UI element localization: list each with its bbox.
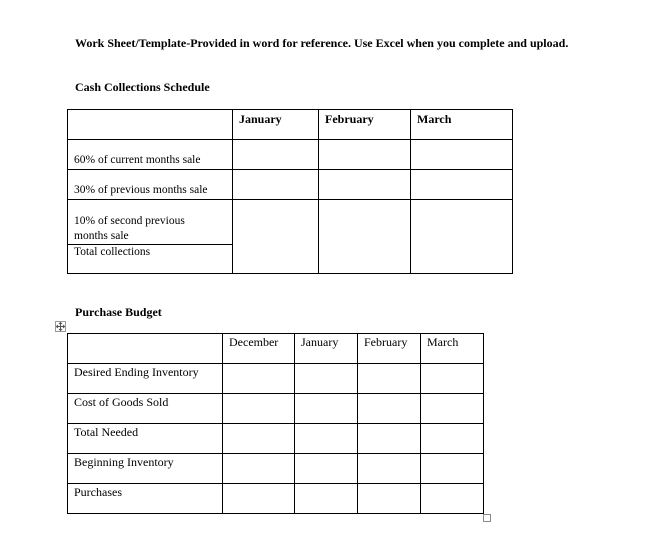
cash-cell[interactable] [233, 200, 319, 274]
cash-cell[interactable] [319, 200, 411, 274]
purchase-cell[interactable] [421, 484, 484, 514]
cash-cell[interactable] [411, 140, 513, 170]
purchase-cell[interactable] [358, 394, 421, 424]
purchase-row-label[interactable]: Total Needed [68, 424, 223, 454]
cash-cell[interactable] [411, 170, 513, 200]
purchase-row-label[interactable]: Cost of Goods Sold [68, 394, 223, 424]
move-arrows-icon[interactable] [55, 321, 66, 332]
purchase-cell[interactable] [295, 454, 358, 484]
cash-row-current-month [68, 140, 513, 170]
cash-row-previous-month [68, 170, 513, 200]
purchase-cell[interactable] [295, 484, 358, 514]
purchase-cell[interactable] [358, 454, 421, 484]
cash-collections-heading: Cash Collections Schedule [75, 80, 210, 94]
purchase-budget-table [67, 333, 484, 514]
cash-cell[interactable] [411, 200, 513, 274]
purchase-row-purchases [68, 484, 484, 514]
cash-header-february[interactable]: February [319, 110, 411, 140]
purchase-row-label[interactable]: Beginning Inventory [68, 454, 223, 484]
cash-header-label-cell[interactable] [68, 110, 233, 140]
purchase-row-beginning-inventory [68, 454, 484, 484]
purchase-cell[interactable] [223, 364, 295, 394]
purchase-header-row [68, 334, 484, 364]
purchase-cell[interactable] [223, 484, 295, 514]
cash-cell[interactable] [233, 140, 319, 170]
purchase-cell[interactable] [358, 364, 421, 394]
cash-row-label[interactable]: Total collections [68, 245, 233, 274]
purchase-cell[interactable] [295, 394, 358, 424]
purchase-cell[interactable] [358, 484, 421, 514]
purchase-cell[interactable] [295, 364, 358, 394]
resize-handle-icon[interactable] [483, 514, 491, 522]
purchase-header-december[interactable]: December [223, 334, 295, 364]
purchase-row-total-needed [68, 424, 484, 454]
purchase-cell[interactable] [358, 424, 421, 454]
purchase-header-label-cell[interactable] [68, 334, 223, 364]
purchase-budget-heading: Purchase Budget [75, 305, 162, 319]
cash-row-label[interactable]: 60% of current months sale [68, 140, 233, 170]
cash-cell[interactable] [319, 140, 411, 170]
instructions-paragraph: Work Sheet/Template-Provided in word for reference. Use Excel when you complete and upload. [75, 36, 569, 50]
purchase-row-cost-of-goods-sold [68, 394, 484, 424]
cash-cell[interactable] [233, 170, 319, 200]
purchase-cell[interactable] [421, 394, 484, 424]
purchase-cell[interactable] [223, 394, 295, 424]
cash-header-row [68, 110, 513, 140]
purchase-row-label[interactable]: Desired Ending Inventory [68, 364, 223, 394]
purchase-row-label[interactable]: Purchases [68, 484, 223, 514]
cash-header-january[interactable]: January [233, 110, 319, 140]
move-arrows-icon-glyph [56, 322, 65, 331]
purchase-cell[interactable] [421, 364, 484, 394]
purchase-header-february[interactable]: February [358, 334, 421, 364]
purchase-header-march[interactable]: March [421, 334, 484, 364]
cash-row-label[interactable]: 10% of second previous months sale [68, 200, 233, 245]
purchase-row-desired-ending-inventory [68, 364, 484, 394]
purchase-cell[interactable] [421, 424, 484, 454]
cash-row-second-previous-month [68, 200, 513, 245]
purchase-header-january[interactable]: January [295, 334, 358, 364]
purchase-cell[interactable] [421, 454, 484, 484]
purchase-cell[interactable] [295, 424, 358, 454]
cash-row-label[interactable]: 30% of previous months sale [68, 170, 233, 200]
purchase-cell[interactable] [223, 424, 295, 454]
purchase-cell[interactable] [223, 454, 295, 484]
cash-collections-table [67, 109, 513, 274]
cash-cell[interactable] [319, 170, 411, 200]
cash-header-march[interactable]: March [411, 110, 513, 140]
